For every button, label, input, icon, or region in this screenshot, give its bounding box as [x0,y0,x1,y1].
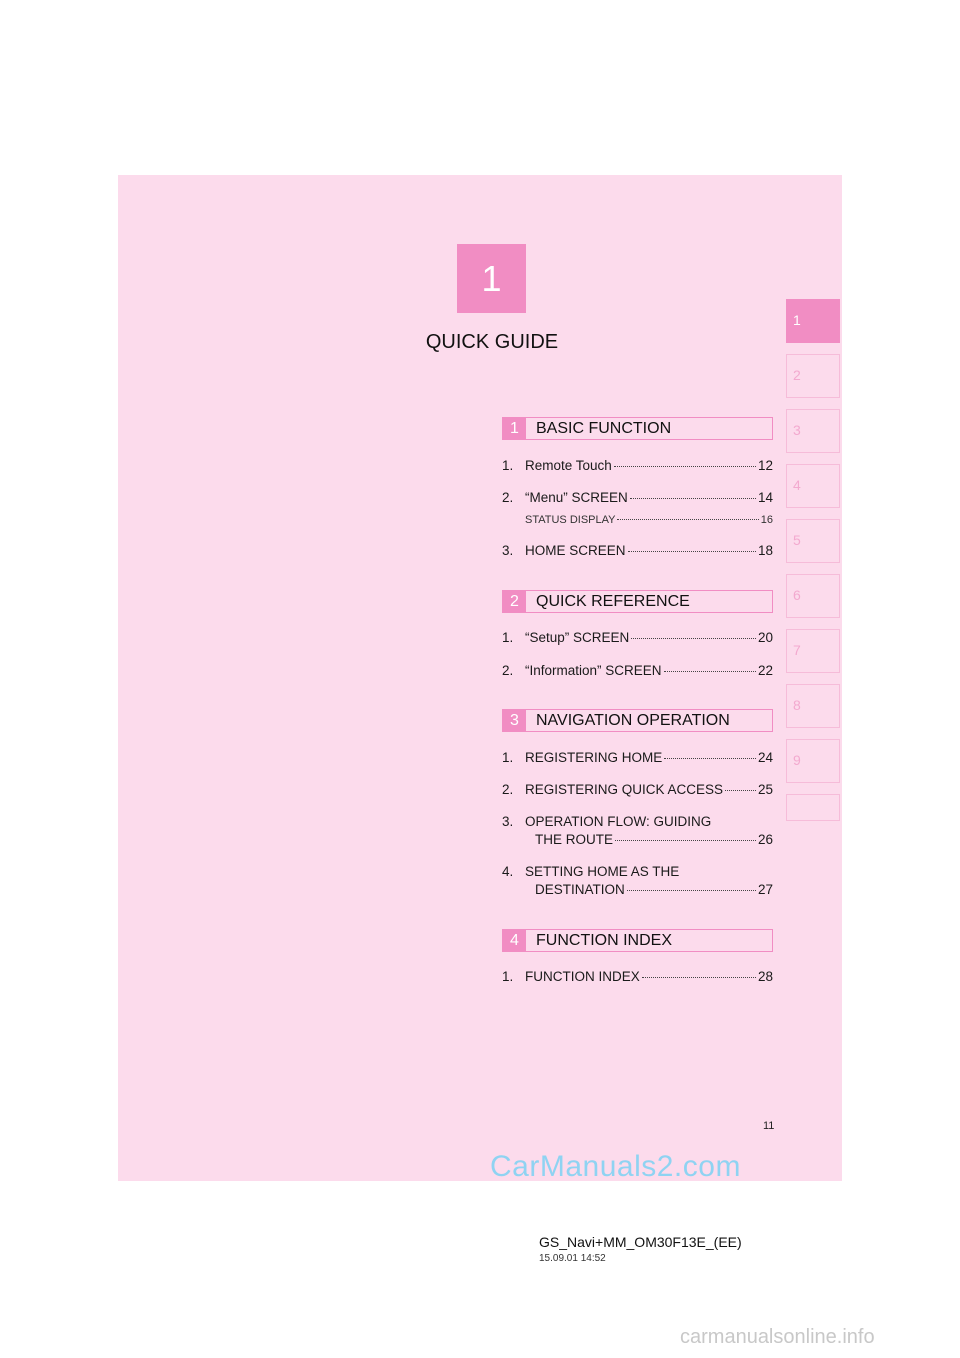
page-number: 11 [763,1120,775,1132]
section-number: 4 [503,930,526,951]
toc-entry-remote-touch[interactable]: 1. Remote Touch 12 [502,458,773,473]
toc-entry-status-display[interactable]: STATUS DISPLAY 16 [525,514,773,526]
chapter-tab-4[interactable]: 4 [786,464,840,508]
section-title: QUICK REFERENCE [536,593,690,610]
page-background [118,175,842,1181]
chapter-title: QUICK GUIDE [425,331,559,353]
section-number: 1 [503,418,526,439]
section-header-function-index [502,929,773,952]
section-number: 2 [503,591,526,612]
toc-entry-registering-home[interactable]: 1. REGISTERING HOME 24 [502,750,773,765]
section-header-basic-function [502,417,773,440]
watermark-text: CarManuals2.com [490,1150,741,1183]
chapter-tab-5[interactable]: 5 [786,519,840,563]
chapter-tab-6[interactable]: 6 [786,574,840,618]
toc-entry-home-screen[interactable]: 3. HOME SCREEN 18 [502,543,773,558]
toc-entry-menu-screen[interactable]: 2. “Menu” SCREEN 14 [502,490,773,505]
chapter-tab-7[interactable]: 7 [786,629,840,673]
chapter-tab-3[interactable]: 3 [786,409,840,453]
toc-entry-setting-home-destination[interactable]: 4. SETTING HOME AS THE DESTINATION 27 [502,864,773,897]
chapter-tab-1[interactable]: 1 [786,299,840,343]
chapter-tab-2[interactable]: 2 [786,354,840,398]
site-watermark: carmanualsonline.info [680,1326,875,1348]
toc-entry-setup-screen[interactable]: 1. “Setup” SCREEN 20 [502,630,773,645]
document-id: GS_Navi+MM_OM30F13E_(EE) [539,1234,742,1250]
toc-entry-operation-flow[interactable]: 3. OPERATION FLOW: GUIDING THE ROUTE 26 [502,814,773,847]
section-title: BASIC FUNCTION [536,420,672,437]
section-header-quick-reference [502,590,773,613]
chapter-number-badge: 1 [457,244,526,313]
chapter-tab-index[interactable] [786,794,840,821]
section-number: 3 [503,710,526,731]
section-header-navigation-operation [502,709,773,732]
document-timestamp: 15.09.01 14:52 [539,1253,606,1264]
section-title: FUNCTION INDEX [536,932,672,949]
toc-entry-information-screen[interactable]: 2. “Information” SCREEN 22 [502,663,773,678]
toc-entry-registering-quick-access[interactable]: 2. REGISTERING QUICK ACCESS 25 [502,782,773,797]
toc-entry-function-index[interactable]: 1. FUNCTION INDEX 28 [502,969,773,984]
section-title: NAVIGATION OPERATION [536,712,730,729]
chapter-tab-8[interactable]: 8 [786,684,840,728]
chapter-tab-9[interactable]: 9 [786,739,840,783]
